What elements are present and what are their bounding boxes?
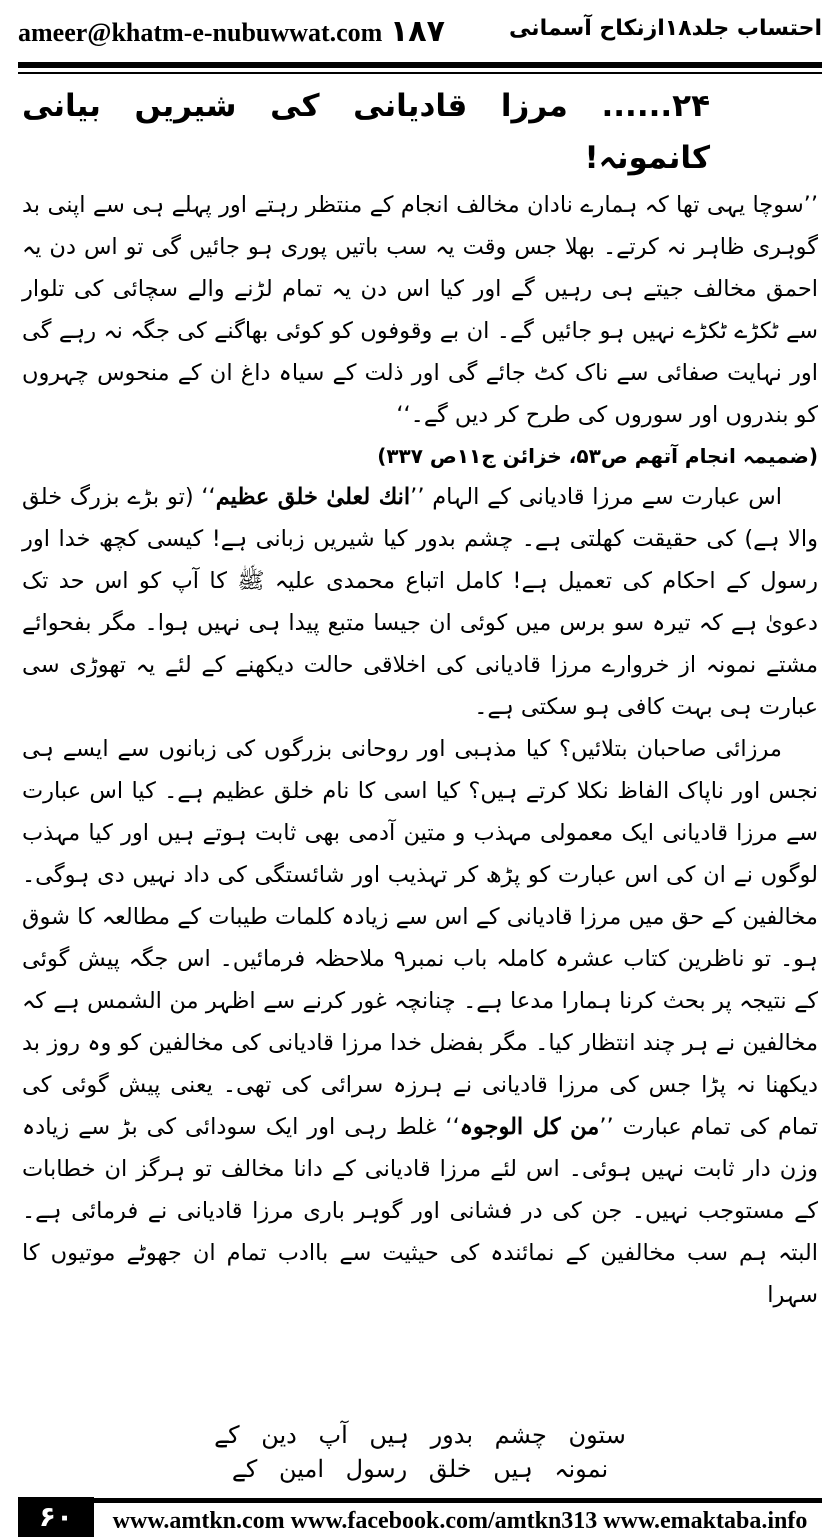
page-header <box>18 14 822 58</box>
verse-line-2: نمونہ ہیں خلق رسول امین کے <box>231 1455 609 1483</box>
verse-couplet <box>0 1418 840 1486</box>
footer-links: www.amtkn.com www.facebook.com/amtkn313 www.emaktaba.info <box>112 1508 808 1534</box>
quoted-passage: ’’سوچا یہی تھا کہ ہمارے نادان مخالف انجام کے منتظر رہتے اور پہلے ہی سے اپنی بد گوہری ظاہر نہ کرتے۔ بھلا جس وقت یہ سب باتیں پوری ہو جائیں گی تو اس دن یہ احمق مخالف جیتے ہی رہیں گے اور کیا اس دن یہ تمام لڑنے والے سچائی کی تلوار سے ٹکڑے ٹکڑے نہیں ہو جائیں گے۔ ان بے وقوفوں کو کوئی بھاگنے کی جگہ نہ رہے گی اور نہایت صفائی سے ناک کٹ جائے گی اور ذلت کے سیاہ داغ ان کے منحوس چہروں کو بندروں اور سوروں کی طرح کر دیں گے۔‘‘ <box>22 192 818 428</box>
section-heading: ۲۴...... مرزا قادیانی کی شیریں بیانی کانمونہ! <box>22 88 710 176</box>
paragraph-2-text-b: ‘‘ غلط رہی اور ایک سودائی کی بڑ سے زیادہ وزن دار ثابت نہیں ہوئی۔ اس لئے مرزا قادیانی کے دانا مخالف تو ہرگز ان خطابات کے مستوجب نہیں۔ جن کی در فشانی اور گوہر باری مرزا قادیانی نے فرمائی ہے۔ البتہ ہم سب مخالفین کے نمائندہ کی حیثیت سے باادب تمام ان جھوٹے موتیوں کا سہرا <box>22 1114 818 1308</box>
paragraph-2-text-a: مرزائی صاحبان بتلائیں؟ کیا مذہبی اور روحانی بزرگوں کی زبانوں سے ایسے ہی نجس اور ناپاک الفاظ نکلا کرتے ہیں؟ کیا اسی کا نام خلق عظیم ہے۔ کیا اس عبارت سے مرزا قادیانی ایک معمولی مہذب و متین آدمی بھی ثابت ہوتے ہیں اور کیا مہذب لوگوں نے ان کی اس عبارت کو پڑھ کر تہذیب اور شائستگی کی داد نہیں دی ہوگی۔ مخالفین کے حق میں مرزا قادیانی کے اس سے زیادہ کلمات طیبات کے مطالعہ کا شوق ہو۔ تو ناظرین کتاب عشرہ کاملہ باب نمبر۹ ملاحظہ فرمائیں۔ اس جگہ پیش گوئی کے نتیجہ پر بحث کرنا ہمارا مدعا ہے۔ چنانچہ غور کرنے سے اظہر من الشمس ہے کہ مخالفین نے ہر چند انتظار کیا۔ مگر بفضل خدا مرزا قادیانی کی مخالفین کو وہ روز بد دیکھنا نہ پڑا جس کی مرزا قادیانی نے ہرزہ سرائی کی تھی۔ یعنی پیش گوئی کی تمام کی تمام عبارت ’’ <box>22 736 819 1140</box>
paragraph-1-text-a: اس عبارت سے مرزا قادیانی کے الہام ’’ <box>410 484 782 510</box>
arabic-phrase-1: انك لعلیٰ خلق عظیم <box>215 484 411 510</box>
citation: (ضمیمہ انجام آتھم ص۵۳، خزائن ج۱۱ص ۳۳۷) <box>377 444 818 468</box>
header-email: ameer@khatm-e-nubuwwat.com <box>18 18 383 47</box>
paragraph-2 <box>22 728 818 1316</box>
footer-rule <box>18 1498 822 1503</box>
arabic-phrase-2: من کل الوجوہ <box>459 1114 600 1140</box>
paragraph-1-text-b: ‘‘ (تو بڑے بزرگ خلق والا ہے) کی حقیقت کھلتی ہے۔ چشم بدور کیا شیریں زبانی ہے! کیسی کچھ خدا اور رسول کے احکام کی تعمیل ہے! کامل اتباع محمدی علیہ ﷺ کا آپ کو اس حد تک دعویٰ ہے کہ تیرہ سو برس میں کوئی ان جیسا متبع پیدا ہی نہیں ہوا۔ مگر بفحوائے مشتے نمونہ از خروارے مرزا قادیانی کی اخلاقی حالت دیکھنے کے لئے یہ تھوڑی سی عبارت ہی بہت کافی ہو سکتی ہے۔ <box>22 484 818 720</box>
paragraph-1 <box>22 476 818 728</box>
header-rule-thin <box>18 72 822 74</box>
page-body <box>22 80 818 1316</box>
header-rule-thick <box>18 62 822 68</box>
page-number: ۱۸۷ <box>390 14 445 49</box>
verse-line-1: ستون چشم بدور ہیں آپ دین کے <box>214 1421 626 1449</box>
running-title: احتساب جلد۱۸ازنکاح آسمانی <box>509 16 822 41</box>
footer-page-number: ۶۰ <box>18 1497 94 1537</box>
